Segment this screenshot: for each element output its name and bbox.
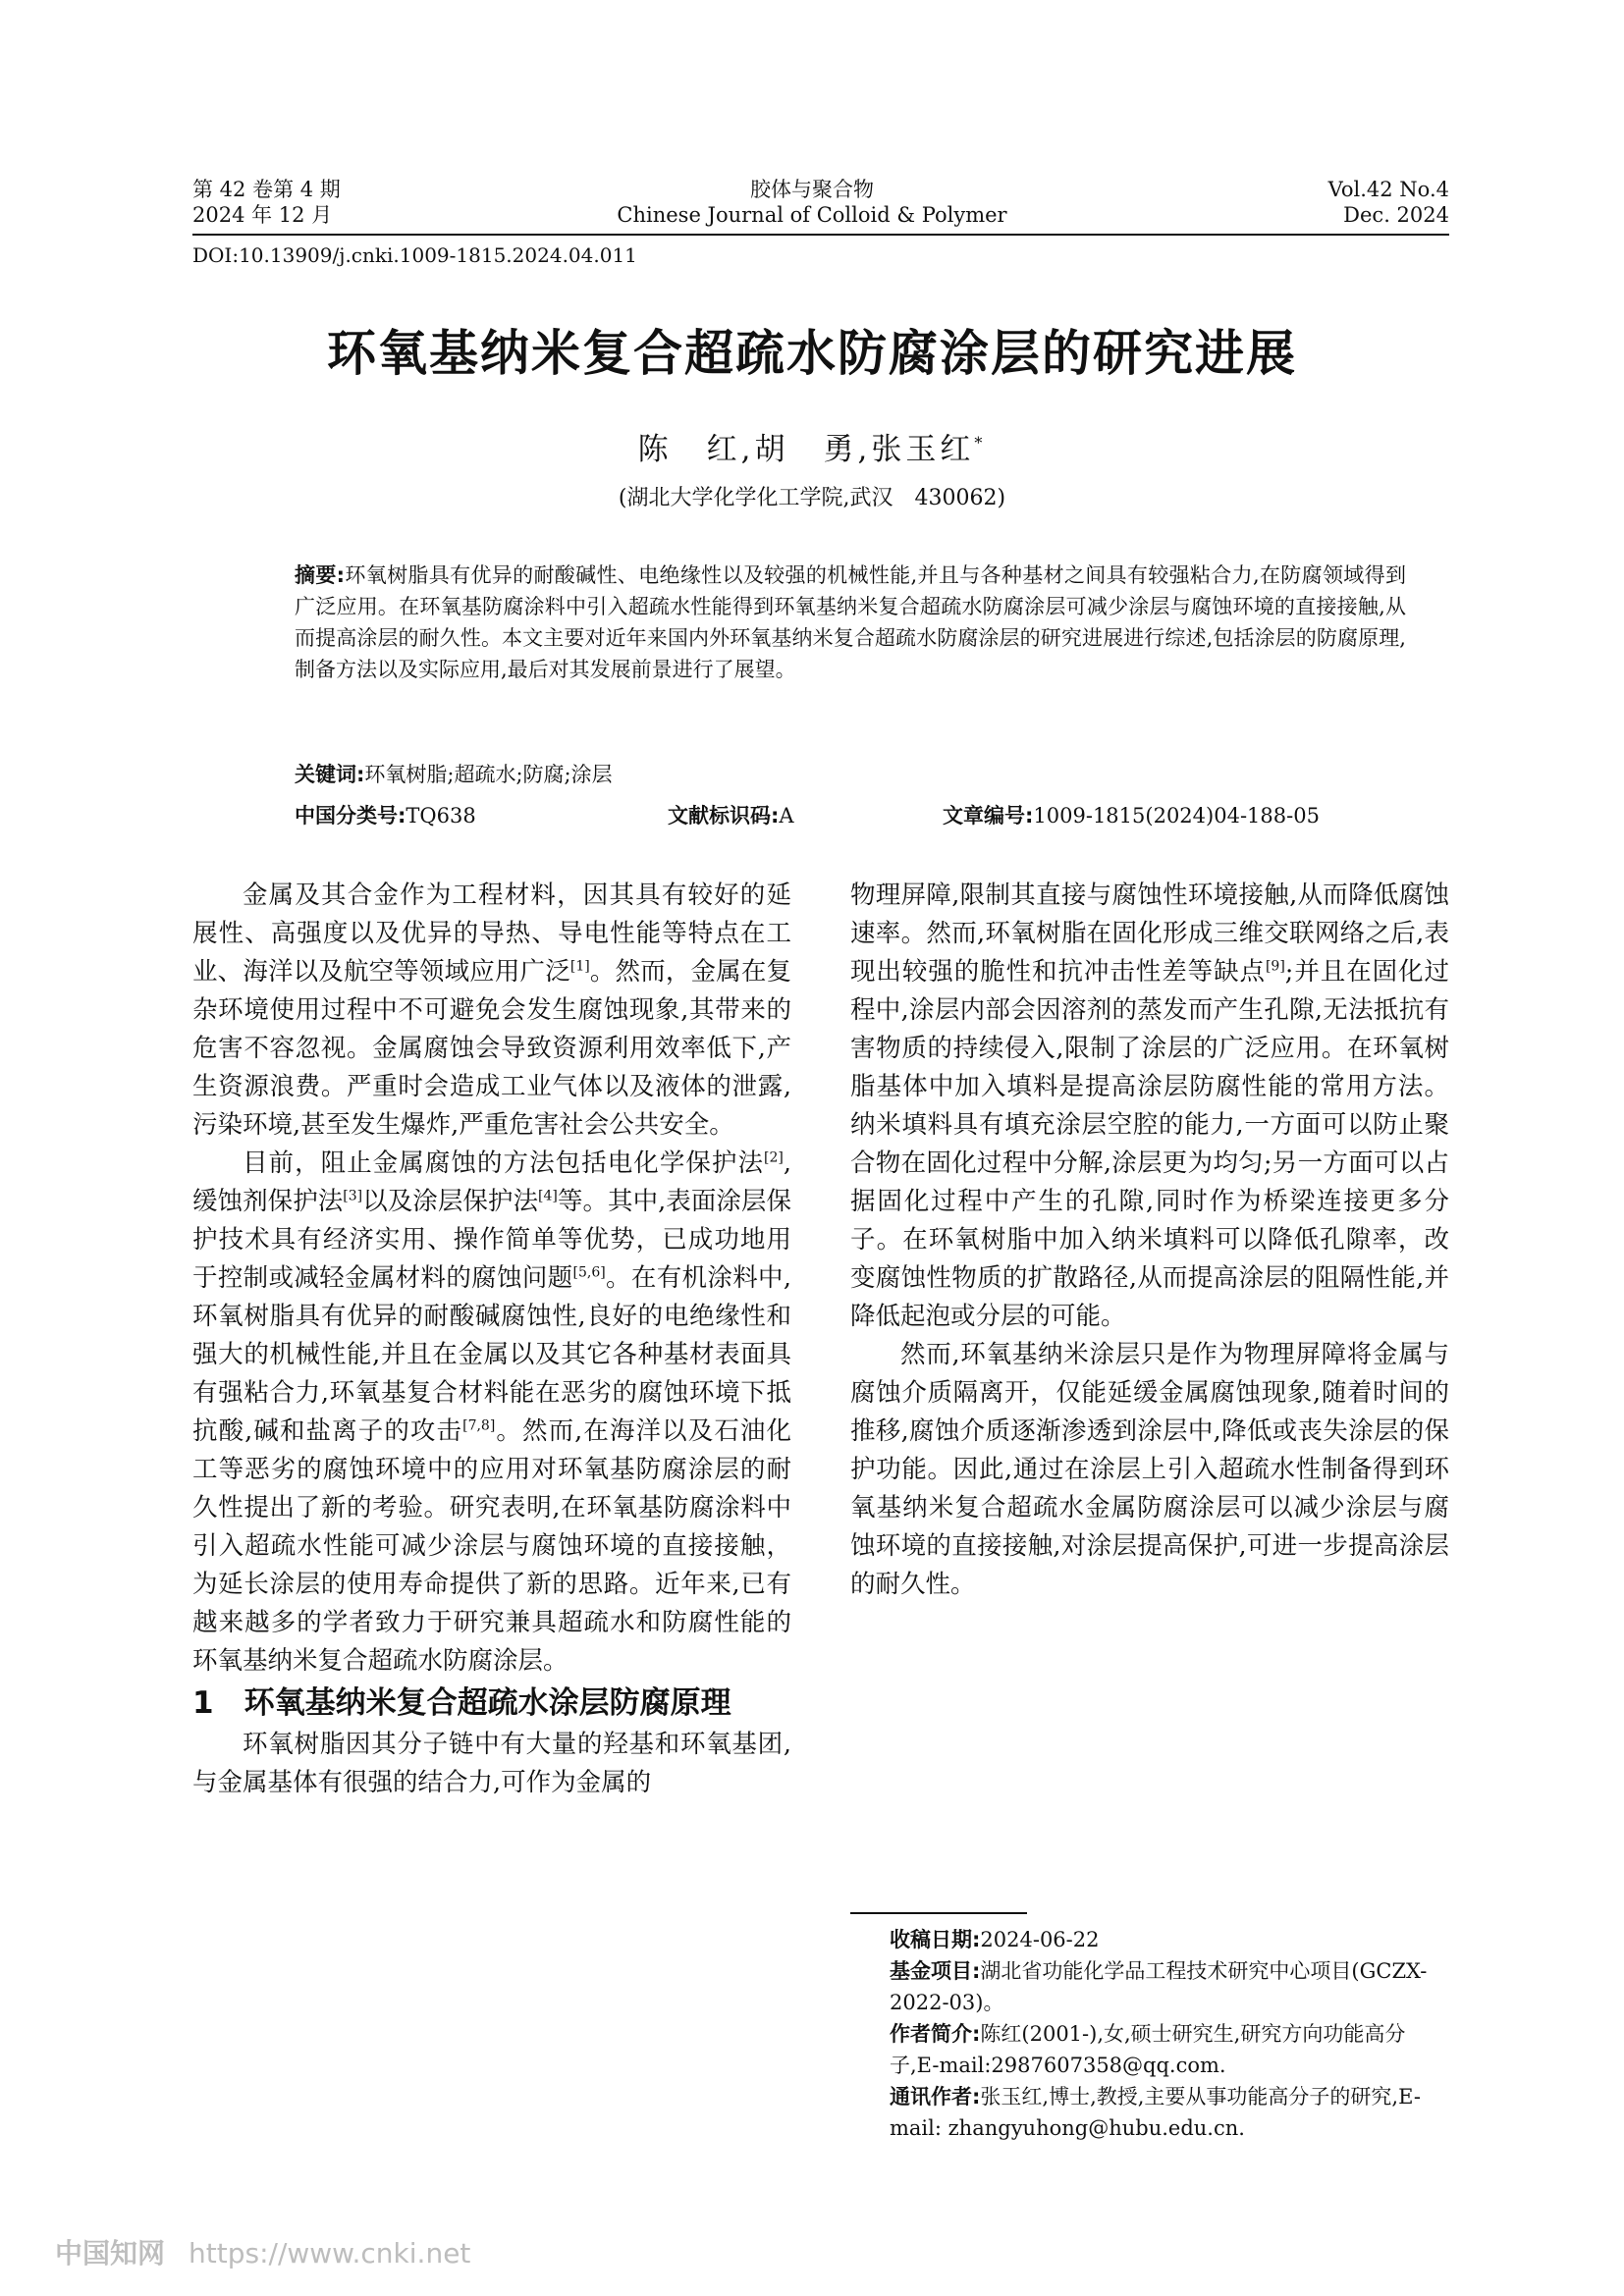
footnote-received: 收稿日期:2024-06-22 <box>890 1928 1100 1951</box>
footnote-rule <box>850 1912 1027 1914</box>
article-number <box>943 800 1320 829</box>
doc-label: 文献标识码: <box>668 804 780 828</box>
citation[interactable]: [7,8] <box>462 1417 496 1434</box>
cnki-logo-text: 中国知网 <box>55 2237 166 2269</box>
paragraph: 然而,环氧基纳米涂层只是作为物理屏障将金属与腐蚀介质隔离开，仅能延缓金属腐蚀现象,随着时间的推移,腐蚀介质逐渐渗透到涂层中,降低或丧失涂层的保护功能。因此,通过在涂层上引入超疏水性制备得到环氧基纳米复合超疏水金属防腐涂层可以减少涂层与腐蚀环境的直接接触,对涂层提高保护,可进一步提高涂层的耐久性。 <box>850 1340 1449 1599</box>
date-en: Dec. 2024 <box>1343 203 1449 227</box>
body-left-column <box>192 877 791 1802</box>
keywords <box>295 759 613 788</box>
clc-number <box>295 800 476 829</box>
paragraph: 金属及其合金作为工程材料，因其具有较好的延展性、高强度以及优异的导热、导电性能等特点在工业、海洋以及航空等领域应用广泛[1]。然而，金属在复杂环境使用过程中不可避免会发生腐蚀现象,其带来的危害不容忽视。金属腐蚀会导致资源利用效率低下,产生资源浪费。严重时会造成工业气体以及液体的泄露,污染环境,甚至发生爆炸,严重危害社会公共安全。 <box>192 881 791 1140</box>
footnote-author-bio: 作者简介:陈红(2001-),女,硕士研究生,研究方向功能高分子,E-mail:2987607358@qq.com. <box>890 2022 1406 2077</box>
citation[interactable]: [3] <box>343 1188 363 1204</box>
clc-value: TQ638 <box>406 804 476 828</box>
affiliation: (湖北大学化学化工学院,武汉 430062) <box>618 486 1006 510</box>
abstract-label: 摘要: <box>295 563 346 587</box>
abstract-text: 环氧树脂具有优异的耐酸碱性、电绝缘性以及较强的机械性能,并且与各种基材之间具有较强粘合力,在防腐领域得到广泛应用。在环氧基防腐涂料中引入超疏水性能得到环氧基纳米复合超疏水防腐涂层可减少涂层与腐蚀环境的直接接触,从而提高涂层的耐久性。本文主要对近年来国内外环氧基纳米复合超疏水防腐涂层的研究进展进行综述,包括涂层的防腐原理,制备方法以及实际应用,最后对其发展前景进行了展望。 <box>295 563 1406 681</box>
citation[interactable]: [5,6] <box>572 1264 606 1281</box>
footnotes <box>890 1924 1449 2144</box>
doc-value: A <box>779 804 794 828</box>
clc-label: 中国分类号: <box>295 804 406 828</box>
cnki-watermark <box>55 2232 470 2271</box>
citation[interactable]: [4] <box>538 1188 558 1204</box>
keywords-text: 环氧树脂;超疏水;防腐;涂层 <box>364 763 613 786</box>
corresponding-mark: * <box>974 433 987 453</box>
footnote-fund: 基金项目:湖北省功能化学品工程技术研究中心项目(GCZX-2022-03)。 <box>890 1959 1428 2014</box>
volume-en: Vol.42 No.4 <box>1327 178 1449 201</box>
header-rule <box>192 234 1449 236</box>
paragraph: 物理屏障,限制其直接与腐蚀性环境接触,从而降低腐蚀速率。然而,环氧树脂在固化形成三维交联网络之后,表现出较强的脆性和抗冲击性差等缺点[9];并且在固化过程中,涂层内部会因溶剂的蒸发而产生孔隙,无法抵抗有害物质的持续侵入,限制了涂层的广泛应用。在环氧树脂基体中加入填料是提高涂层防腐性能的常用方法。纳米填料具有填充涂层空腔的能力,一方面可以防止聚合物在固化过程中分解,涂层更为均匀;另一方面可以占据固化过程中产生的孔隙,同时作为桥梁连接更多分子。在环氧树脂中加入纳米填料可以降低孔隙率，改变腐蚀性物质的扩散路径,从而提高涂层的阻隔性能,并降低起泡或分层的可能。 <box>850 881 1449 1331</box>
journal-name-en: Chinese Journal of Colloid & Polymer <box>617 203 1007 227</box>
date-cn: 2024 年 12 月 <box>192 203 333 227</box>
keywords-label: 关键词: <box>295 763 365 786</box>
citation[interactable]: [9] <box>1265 958 1285 975</box>
author-names: 陈 红,胡 勇,张玉红 <box>637 432 975 467</box>
paper-title: 环氧基纳米复合超疏水防腐涂层的研究进展 <box>327 325 1297 382</box>
header-volume-en <box>1328 177 1449 228</box>
authors <box>0 424 1624 468</box>
body-right-column <box>850 877 1449 1604</box>
volume-issue: 第 42 卷第 4 期 <box>192 178 341 201</box>
footnote-corresponding: 通讯作者:张玉红,博士,教授,主要从事功能高分子的研究,E-mail: zhangyuhong@hubu.edu.cn. <box>890 2085 1421 2140</box>
paragraph: 环氧树脂因其分子链中有大量的羟基和环氧基团,与金属基体有很强的结合力,可作为金属的 <box>192 1730 791 1797</box>
article-label: 文章编号: <box>943 804 1034 828</box>
doi: DOI:10.13909/j.cnki.1009-1815.2024.04.011 <box>192 243 637 267</box>
journal-name-cn: 胶体与聚合物 <box>750 178 874 201</box>
doc-code <box>668 800 794 829</box>
citation[interactable]: [2] <box>764 1149 784 1166</box>
cnki-url[interactable]: https://www.cnki.net <box>189 2237 471 2269</box>
paragraph: 目前，阻止金属腐蚀的方法包括电化学保护法[2],缓蚀剂保护法[3]以及涂层保护法[4]等。其中,表面涂层保护技术具有经济实用、操作简单等优势，已成功地用于控制或减轻金属材料的腐蚀问题[5,6]。在有机涂料中,环氧树脂具有优异的耐酸碱腐蚀性,良好的电绝缘性和强大的机械性能,并且在金属以及其它各种基材表面具有强粘合力,环氧基复合材料能在恶劣的腐蚀环境下抵抗酸,碱和盐离子的攻击[7,8]。然而,在海洋以及石油化工等恶劣的腐蚀环境中的应用对环氧基防腐涂层的耐久性提出了新的考验。研究表明,在环氧基防腐涂料中引入超疏水性能可减少涂层与腐蚀环境的直接接触，为延长涂层的使用寿命提供了新的思路。近年来,已有越来越多的学者致力于研究兼具超疏水和防腐性能的环氧基纳米复合超疏水防腐涂层。 <box>192 1148 792 1676</box>
abstract <box>295 560 1406 685</box>
article-value: 1009-1815(2024)04-188-05 <box>1033 804 1320 828</box>
citation[interactable]: [1] <box>569 958 590 975</box>
section-heading: 1 环氧基纳米复合超疏水涂层防腐原理 <box>192 1685 731 1721</box>
